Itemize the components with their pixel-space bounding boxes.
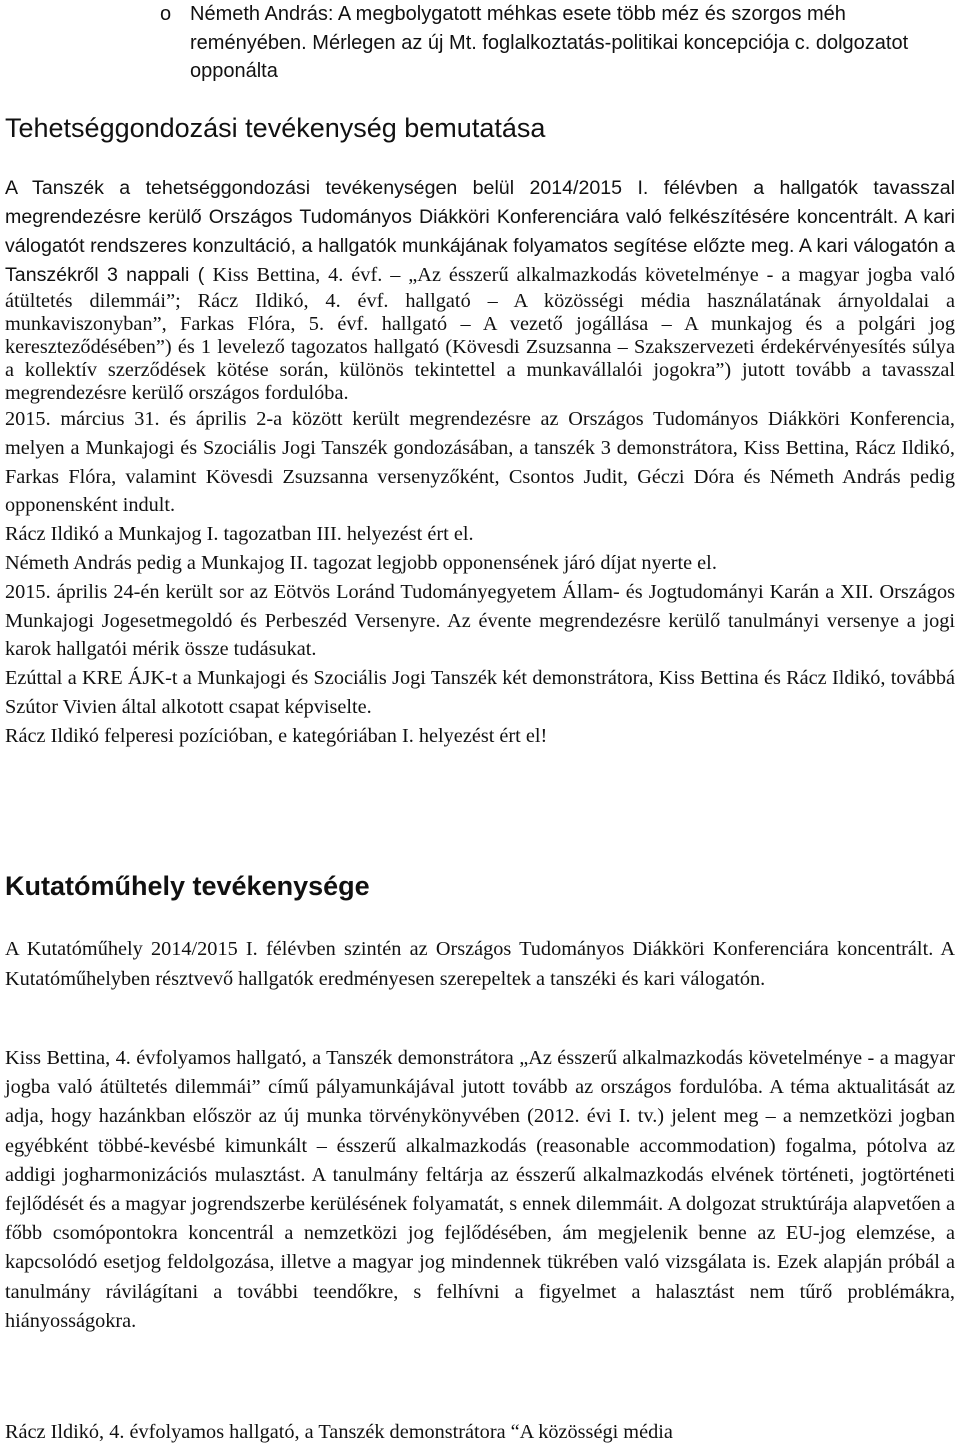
opponent-bullet	[0, 0, 960, 86]
bullet-item	[0, 0, 935, 86]
racz-ildiko-paragraph: Rácz Ildikó, 4. évfolyamos hallgató, a Tanszék demonstrátora “A közösségi média	[5, 1421, 673, 1443]
talent-section-heading: Tehetséggondozási tevékenység bemutatása	[5, 113, 546, 143]
racz-result-line: Rácz Ildikó a Munkajog I. tagozatban III. helyezést ért el.	[5, 523, 474, 546]
workshop-intro-paragraph: A Kutatóműhely 2014/2015 I. félévben szintén az Országos Tudományos Diákköri Konferenciára koncentrált. A Kutatóműhelyben résztvevő hallgatók eredményesen szerepeltek a tanszéki és kari válogatón.	[5, 938, 955, 990]
nemeth-result-line: Németh András pedig a Munkajog II. tagozat legjobb opponensének járó díjat nyerte el.	[5, 551, 717, 574]
kre-team-paragraph: Ezúttal a KRE ÁJK-t a Munkajogi és Szociális Jogi Tanszék két demonstrátora, Kiss Bettina és Rácz Ildikó, továbbá Szútor Vivien által alkotott csapat képviselte.	[5, 667, 955, 718]
elte-competition-paragraph: 2015. április 24-én került sor az Eötvös Loránd Tudományegyetem Állam- és Jogtudományi Karán a XII. Országos Munkajogi Jogesetmegoldó és Perbeszéd Versenyre. Az évente megrendezésre kerülő tanulmányi versenye a jogi karok hallgatói mérik össze tudásukat.	[5, 580, 955, 661]
workshop-section-heading: Kutatóműhely tevékenysége	[5, 871, 370, 901]
bullet-text: Németh András: A megbolygatott méhkas esete több méz és szorgos méh reményében. Mérlegen az új Mt. foglalkoztatás-politikai koncepciója c. dolgozatot opponálta	[190, 3, 909, 82]
kiss-bettina-paragraph: Kiss Bettina, 4. évfolyamos hallgató, a Tanszék demonstrátora „Az ésszerű alkalmazkodás követelménye - a magyar jogba való átültetés dilemmái” című pályamunkájával jutott tovább az országos fordulóba. A téma aktualitását az adja, hogy hazánkban először az új munka törvénykönyvében (2012. évi I. tv.) jelent meg – a nemzetközi jogban egyébként többé-kevésbé kimunkált – ésszerű alkalmazkodás (reasonable accommodation) fogalma, pótolva az addigi jogharmonizációs mulasztást. A tanulmány feltárja az ésszerű alkalmazkodás elvének történeti, jogtörténeti fejlődését és a magyar jogrendszerbe kerülésének folyamatát, s ennek dilemmáit. A dolgozat struktúrája alapvetően a főbb csomópontokra koncentrál a nemzetközi jog fejlődésében, ám megjelenik benne az EU-jog elemzése, a kapcsolódó esetjog feldolgozása, illetve a magyar jog mindennek tükrében való vizsgálata is. Ezek alapján próbál a tanulmány rávilágítani a további teendőkre, s felhívni a figyelmet a halasztást nem tűrő problémákra, hiányosságokra.	[5, 1047, 955, 1332]
bullet-marker: o	[160, 3, 172, 25]
talent-intro-text: A Tanszék a tehetséggondozási tevékenységen belül 2014/2015 I. félévben a hallgatók tavasszal megrendezésre kerülő Országos Tudományos Diákköri Konferenciára való felkészítésére koncentrált. A kari válogatót rendszeres konzultáció, a hallgatók munkájának folyamatos segítése előzte meg. A kari válogatón a Tanszékről 3 nappali (	[5, 177, 955, 286]
talent-section-body	[5, 174, 955, 751]
final-result-line: Rácz Ildikó felperesi pozícióban, e kategóriában I. helyezést ért el!	[5, 724, 548, 747]
talent-results-text: Kiss Bettina, 4. évf. – „Az ésszerű alkalmazkodás követelménye - a magyar jogba való átültetés dilemmái”; Rácz Ildikó, 4. évf. hallgató – A közösségi média használatának árnyoldalai a munkaviszonyban”, Farkas Flóra, 5. évf. hallgató – A vezető jogállása – A munkajog és a polgári jog kereszteződésében”) és 1 levelező tagozatos hallgató (Kövesdi Zsuzsanna – Szakszervezeti érdekérvényesítés súlya a kollektív szerződések kötése során, különös tekintettel a munkavállalói jogokra”) jutott tovább a tavasszal megrendezésre kerülő országos fordulóba.	[5, 264, 956, 404]
otdk-paragraph: 2015. március 31. és április 2-a között került megrendezésre az Országos Tudományos Diákköri Konferencia, melyen a Munkajogi és Szociális Jogi Tanszék gondozásában, a tanszék 3 demonstrátora, Kiss Bettina, Rácz Ildikó, Farkas Flóra, valamint Kövesdi Zsuzsanna versenyzőként, Csontos Judit, Géczi Dóra és Németh András pedig opponensként indult.	[5, 408, 955, 517]
